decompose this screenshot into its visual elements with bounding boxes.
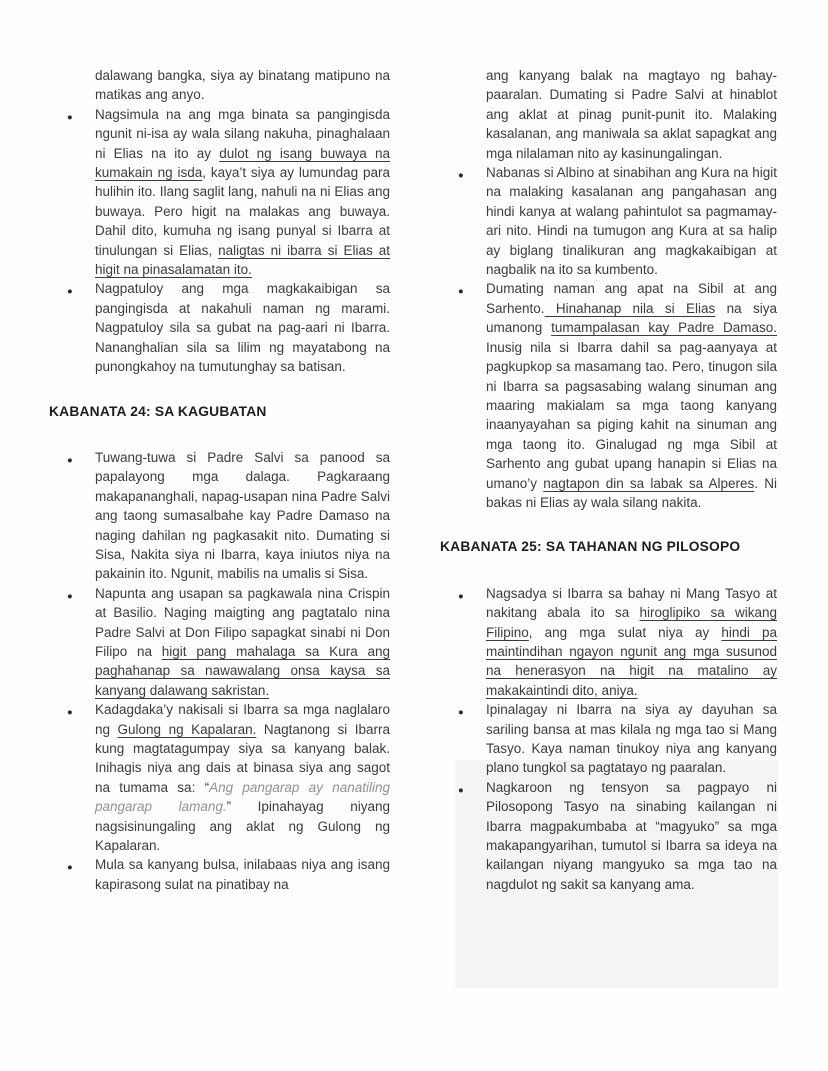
bullet-icon: ● xyxy=(67,707,73,719)
bullet-icon: ● xyxy=(458,784,464,796)
bullet-item xyxy=(49,855,390,894)
text-run: Nagkaroon ng tensyon sa pagpayo ni Pilosopong Tasyo na sinabing kailangan ni Ibarra magpakumbaba at “magyuko” sa mga makapangyarihan, tumutol si Ibarra sa ideya na kailangan niyang mangyuko sa mga tao na nagdulot ng sakit sa kanyang ama. xyxy=(486,779,777,892)
bullet-item xyxy=(440,778,777,894)
continued-paragraph xyxy=(440,66,777,163)
bullet-icon: ● xyxy=(67,286,73,298)
text-run: Napunta ang usapan sa pagkawala nina Crispin at Basilio. Naging maigting ang pagtatalo nina Padre Salvi at Don Filipo sapagkat sinabi ni Don Filipo na xyxy=(95,585,390,659)
section-heading: KABANATA 25: SA TAHANAN NG PILOSOPO xyxy=(440,539,741,555)
text-run: ” Ipinahayag niyang nagsisinungaling ang aklat ng Gulong ng Kapalaran. xyxy=(95,799,390,854)
underlined-text: hindi pa maintindihan ngayon ngunit ang mga susunod na henerasyon na higit na matalino ay makakaintindi dito, aniya. xyxy=(486,624,777,698)
underlined-text: Hinahanap nila si Elias xyxy=(544,300,716,316)
underlined-text: Gulong ng Kapalaran. xyxy=(117,721,257,737)
bullet-icon: ● xyxy=(458,590,464,602)
text-run: , ang mga sulat niya ay xyxy=(528,624,722,640)
text-run: Nabanas si Albino at sinabihan ang Kura na higit na malaking kasalanan ang pangahasan ang hindi kanya at walang pahintulot sa pagmamay-ari nito. Hindi na tumugon ang Kura at sa halip ay biglang tinalikuran ang magkakaibigan at nagbalik na ito sa kumbento. xyxy=(486,165,777,278)
text-run: , kaya’t siya ay lumundag para hulihin ito. Ilang saglit lang, nahuli na ni Elias ang buwaya. Pero higit na malakas ang buwaya. Dahil dito, kumuha ng isang punyal si Ibarra at tinulungan si Elias, xyxy=(95,165,390,258)
text-run: Inusig nila si Ibarra dahil sa pag-aanyaya at pagkupkop sa masamang tao. Pero, tinugon sila ni Ibarra sa pagsasabing walang sinuman ang maaring makialam sa mga taong kanyang inaanyayahan sa piging kahit na sinuman ang mga taong ito. Ginalugad ng mga Sibil at Sarhento ang gubat upang hanapin si Elias na umano’y xyxy=(486,339,777,491)
text-run: Nagsadya si Ibarra sa bahay ni Mang Tasyo at nakitang abala ito sa xyxy=(486,585,777,621)
text-run: Tuwang-tuwa si Padre Salvi sa panood sa papalayong mga dalaga. Pagkaraang makapananghali, napag-usapan nina Padre Salvi ang taong sumasalbahe kay Padre Damaso na naging dahilan ng pagkasakit nito. Dumating si Sisa, Nakita siya ni Ibarra, kaya iniutos niya na pakainin ito. Ngunit, mabilis na umalis si Sisa. xyxy=(95,449,390,582)
continued-paragraph xyxy=(49,66,390,105)
underlined-text: hiroglipiko sa wikang Filipino xyxy=(486,605,777,640)
bullet-icon: ● xyxy=(67,454,73,466)
text-run: Dumating naman ang apat na Sibil at ang Sarhento. xyxy=(486,281,777,316)
bullet-icon: ● xyxy=(67,590,73,602)
underlined-text: dulot ng isang buwaya na kumakain ng isda xyxy=(95,145,390,181)
quote-text: Ang pangarap ay nanatiling pangarap lamang. xyxy=(95,779,390,815)
text-run: “ xyxy=(204,779,210,795)
section-heading: KABANATA 24: SA KAGUBATAN xyxy=(49,403,267,419)
text-run: na siya umanong xyxy=(486,300,777,336)
underlined-text: naligtas ni ibarra si Elias at higit na pinasalamatan ito. xyxy=(95,242,390,278)
bullet-icon: ● xyxy=(458,286,464,298)
bullet-item xyxy=(49,105,390,280)
bullet-item xyxy=(49,584,390,700)
text-run: dalawang bangka, siya ay binatang matipuno na matikas ang anyo. xyxy=(95,68,390,103)
bullet-item xyxy=(440,279,777,512)
bullet-item xyxy=(440,700,777,778)
text-run: ang kanyang balak na magtayo ng bahay-paaralan. Dumating si Padre Salvi at hinablot ang aklat at pinag punit-punit ito. Malaking kasalanan, ang maniwala sa aklat sapagkat ang mga nilalaman nito ay kasinungalingan. xyxy=(486,68,777,161)
bullet-item xyxy=(49,700,390,855)
bullet-icon: ● xyxy=(67,111,73,123)
text-run: Mula sa kanyang bulsa, inilabaas niya ang isang kapirasong sulat na pinatibay na xyxy=(95,857,390,892)
text-run: Nagtanong si Ibarra kung magtatagumpay siya sa kanyang balak. Inihagis niya ang dais at binasa siya ang sagot na tumama sa: xyxy=(95,721,390,795)
left-column xyxy=(49,66,390,894)
right-column xyxy=(440,66,777,894)
text-run: . Ni bakas ni Elias ay wala silang nakita. xyxy=(486,475,777,510)
bullet-icon: ● xyxy=(67,862,73,874)
bullet-icon: ● xyxy=(458,170,464,182)
text-run: Kadagdaka’y nakisali si Ibarra sa mga naglalaro ng xyxy=(95,702,390,737)
bullet-item xyxy=(440,163,777,279)
text-run: Ipinalagay ni Ibarra na siya ay dayuhan sa sariling bansa at mas kilala ng mga tao si Mang Tasyo. Kaya naman tinukoy niya ang kanyang plano tungkol sa pagtatayo ng paaralan. xyxy=(486,702,777,776)
text-run: Nagsimula na ang mga binata sa pangingisda ngunit ni-isa ay wala silang nakuha, pinaghalaan ni Elias na ito ay xyxy=(95,106,390,161)
underlined-text: higit pang mahalaga sa Kura ang paghahanap sa nawawalang onsa kaysa sa kanyang dalawang sakristan. xyxy=(95,643,390,698)
underlined-text: nagtapon din sa labak sa Alperes xyxy=(543,475,755,491)
underlined-text: tumampalasan kay Padre Damaso. xyxy=(551,320,778,336)
bullet-item xyxy=(49,279,390,376)
bullet-item xyxy=(440,584,777,700)
text-run: Nagpatuloy ang mga magkakaibigan sa pangingisda at nakahuli naman ng marami. Nagpatuloy sila sa gubat na pag-aari ni Ibarra. Nananghalian sila sa lilim ng mayatabong na punongkahoy na tumutunghay sa batisan. xyxy=(95,281,390,375)
bullet-icon: ● xyxy=(458,707,464,719)
bullet-item xyxy=(49,448,390,584)
